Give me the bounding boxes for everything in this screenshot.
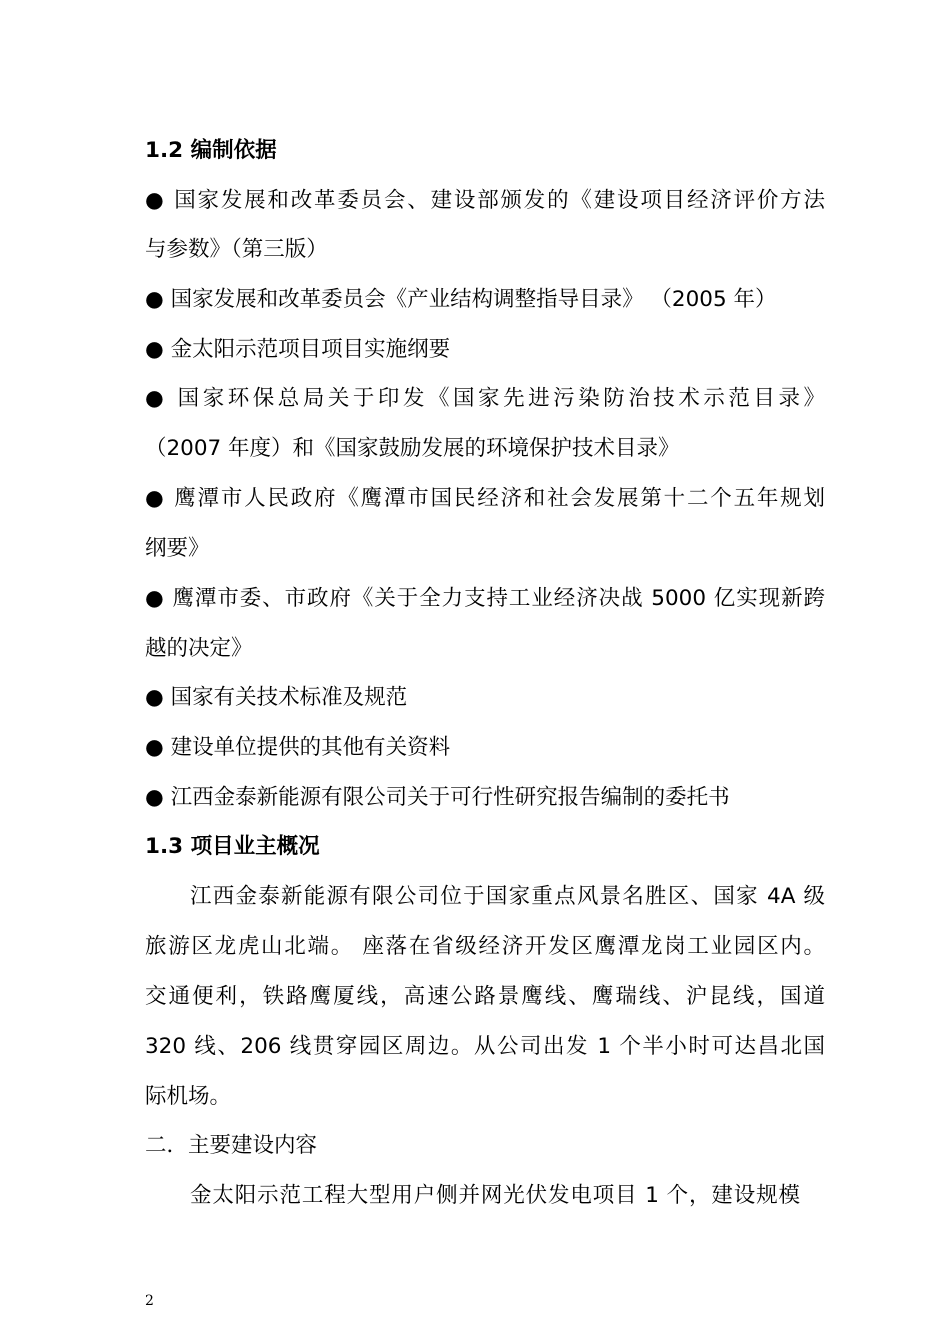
list-item: ● 江西金泰新能源有限公司关于可行性研究报告编制的委托书 xyxy=(145,785,730,810)
list-item-continuation: 与参数》（第三版） xyxy=(145,237,328,262)
list-item: ● 鹰潭市人民政府《鹰潭市国民经济和社会发展第十二个五年规划 xyxy=(145,486,825,511)
list-item-continuation: 纲要》 xyxy=(145,536,210,561)
list-item: ● 国家发展和改革委员会《产业结构调整指导目录》 （2005 年） xyxy=(145,287,777,312)
list-item: ● 金太阳示范项目项目实施纲要 xyxy=(145,337,451,362)
section-heading: 1.3 项目业主概况 xyxy=(145,834,320,859)
paragraph-line: 旅游区龙虎山北端。 座落在省级经济开发区鹰潭龙岗工业园区内。 xyxy=(145,934,825,959)
list-item: ● 国家有关技术标准及规范 xyxy=(145,685,408,710)
list-item-continuation: 越的决定》 xyxy=(145,636,253,661)
list-item: ● 国家环保总局关于印发《国家先进污染防治技术示范目录》 xyxy=(145,386,825,411)
list-item: ● 国家发展和改革委员会、建设部颁发的《建设项目经济评价方法 xyxy=(145,188,825,213)
paragraph-line: 金太阳示范工程大型用户侧并网光伏发电项目 1 个，建设规模 xyxy=(190,1183,800,1208)
page-number: 2 xyxy=(145,1293,154,1309)
section-heading: 二．主要建设内容 xyxy=(145,1133,318,1158)
paragraph-line: 际机场。 xyxy=(145,1084,232,1109)
section-heading: 1.2 编制依据 xyxy=(145,138,277,163)
paragraph-line: 交通便利，铁路鹰厦线，高速公路景鹰线、鹰瑞线、沪昆线，国道 xyxy=(145,984,825,1009)
list-item-continuation: （2007 年度）和《国家鼓励发展的环境保护技术目录》 xyxy=(145,436,680,461)
paragraph-line: 江西金泰新能源有限公司位于国家重点风景名胜区、国家 4A 级 xyxy=(190,884,825,909)
paragraph-line: 320 线、206 线贯穿园区周边。从公司出发 1 个半小时可达昌北国 xyxy=(145,1034,825,1059)
list-item: ● 鹰潭市委、市政府《关于全力支持工业经济决战 5000 亿实现新跨 xyxy=(145,586,825,611)
list-item: ● 建设单位提供的其他有关资料 xyxy=(145,735,451,760)
